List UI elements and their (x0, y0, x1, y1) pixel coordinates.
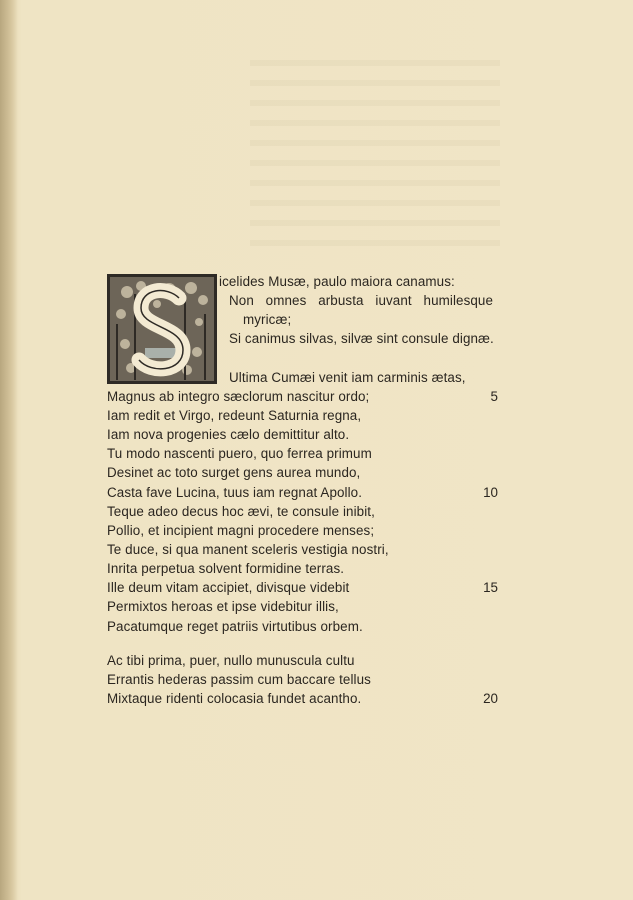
page-gutter (0, 0, 18, 900)
line-number: 20 (483, 691, 498, 706)
poem-line: myricæ; (243, 312, 292, 327)
poem-line: Iam redit et Virgo, redeunt Saturnia regna, (107, 408, 362, 423)
poem-line: Ultima Cumæi venit iam carminis ætas, (229, 370, 466, 385)
line-number: 10 (483, 485, 498, 500)
poem-line: Pollio, et incipient magni procedere menses; (107, 523, 375, 538)
poem-line: Inrita perpetua solvent formidine terras. (107, 561, 345, 576)
poem-line: Te duce, si qua manent sceleris vestigia nostri, (107, 542, 389, 557)
poem-line: icelides Musæ, paulo maiora canamus: (219, 274, 455, 289)
poem-line: Tu modo nascenti puero, quo ferrea primum (107, 446, 372, 461)
poem-line: Pacatumque reget patriis virtutibus orbem. (107, 619, 363, 634)
poem-line: Ille deum vitam accipiet, divisque videbit (107, 580, 350, 595)
poem-line: Iam nova progenies cælo demittitur alto. (107, 427, 350, 442)
line-number: 15 (483, 580, 498, 595)
poem-line: Desinet ac toto surget gens aurea mundo, (107, 465, 361, 480)
poem-line: Errantis hederas passim cum baccare tellus (107, 672, 371, 687)
poem-line: Ac tibi prima, puer, nullo munuscula cultu (107, 653, 355, 668)
show-through-text (250, 60, 500, 260)
poem-line: Non omnes arbusta iuvant humilesque (229, 293, 494, 308)
poem-line: Permixtos heroas et ipse videbitur illis, (107, 599, 339, 614)
decorated-initial-icon (107, 274, 217, 384)
poem-line: Casta fave Lucina, tuus iam regnat Apollo. (107, 485, 363, 500)
line-number: 5 (490, 389, 498, 404)
poem-line: Si canimus silvas, silvæ sint consule dignæ. (229, 331, 494, 346)
poem-line: Mixtaque ridenti colocasia fundet acantho. (107, 691, 362, 706)
poem-line: Teque adeo decus hoc ævi, te consule inibit, (107, 504, 375, 519)
poem-line: Magnus ab integro sæclorum nascitur ordo; (107, 389, 370, 404)
